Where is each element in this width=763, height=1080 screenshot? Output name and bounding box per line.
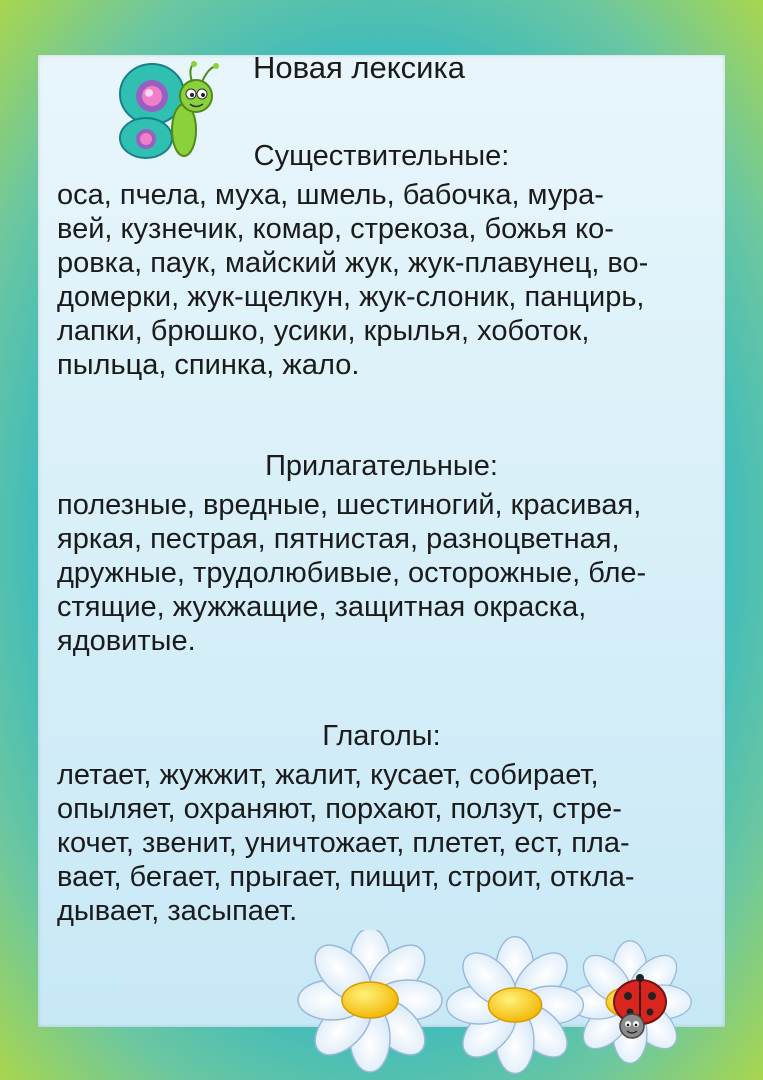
adjectives-line: дружные, трудолюбивые, осторожные, бле- (57, 557, 647, 589)
verbs-line: вает, бегает, прыгает, пищит, строит, откла- (57, 861, 635, 893)
verbs-line: опыляет, охраняют, порхают, ползут, стре- (57, 793, 622, 825)
verbs-paragraph (57, 758, 717, 928)
nouns-heading: Существительные: (253, 140, 510, 172)
adjectives-line: яркая, пестрая, пятнистая, разноцветная, (57, 523, 620, 555)
verbs-line: летает, жужжит, жалит, кусает, собирает, (57, 759, 599, 791)
verbs-line: кочет, звенит, уничтожает, плетет, ест, пла- (57, 827, 630, 859)
nouns-line: оса, пчела, муха, шмель, бабочка, мура- (57, 179, 604, 211)
nouns-line: ровка, паук, майский жук, жук-плавунец, во- (57, 247, 649, 279)
verbs-heading: Глаголы: (322, 720, 441, 752)
nouns-line: вей, кузнечик, комар, стрекоза, божья ко- (57, 213, 614, 245)
nouns-line: лапки, брюшко, усики, крылья, хоботок, (57, 315, 590, 347)
adjectives-heading: Прилагательные: (265, 450, 498, 482)
nouns-line: пыльца, спинка, жало. (57, 349, 360, 381)
adjectives-line: ядовитые. (57, 625, 196, 657)
adjectives-line: полезные, вредные, шестиногий, красивая, (57, 489, 642, 521)
nouns-line: домерки, жук-щелкун, жук-слоник, панцирь, (57, 281, 645, 313)
adjectives-paragraph (57, 488, 717, 658)
daisy-flowers-illustration (280, 930, 750, 1080)
verbs-line: дывает, засыпает. (57, 895, 298, 927)
page-title: Новая лексика (253, 50, 465, 85)
nouns-paragraph (57, 178, 717, 382)
adjectives-line: стящие, жужжащие, защитная окраска, (57, 591, 587, 623)
